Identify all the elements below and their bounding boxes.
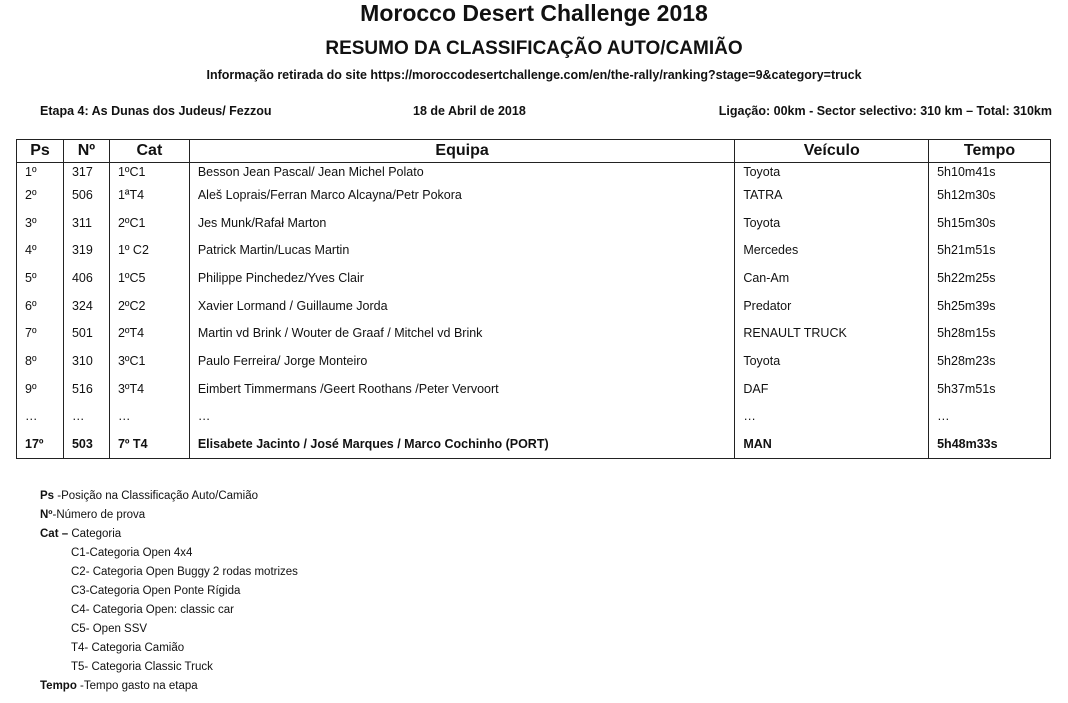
cell-position: 3º — [17, 209, 64, 237]
cell-team: Philippe Pinchedez/Yves Clair — [189, 264, 734, 292]
header-time: Tempo — [929, 140, 1051, 163]
legend-category-t5: T5- Categoria Classic Truck — [71, 661, 213, 673]
page-title: Morocco Desert Challenge 2018 — [360, 0, 708, 26]
cell-team: Aleš Loprais/Ferran Marco Alcayna/Petr Pokora — [189, 181, 734, 209]
header-cat: Cat — [109, 140, 189, 163]
cell-number: 406 — [63, 264, 109, 292]
table-row — [17, 264, 1051, 292]
cell-vehicle: DAF — [735, 375, 929, 403]
header-vehicle: Veículo — [735, 140, 929, 163]
stage-date: 18 de Abril de 2018 — [413, 104, 526, 118]
cell-position: 9º — [17, 375, 64, 403]
cell-number: 324 — [63, 292, 109, 320]
cell-category: 1ªT4 — [109, 181, 189, 209]
cell-time: 5h15m30s — [929, 209, 1051, 237]
legend-category-c4: C4- Categoria Open: classic car — [71, 604, 234, 616]
cell-team: … — [189, 403, 734, 431]
cell-vehicle: RENAULT TRUCK — [735, 319, 929, 347]
cell-time: 5h22m25s — [929, 264, 1051, 292]
cell-vehicle: MAN — [735, 430, 929, 458]
table-row — [17, 403, 1051, 431]
cell-position: 2º — [17, 181, 64, 209]
cell-team: Jes Munk/Rafał Marton — [189, 209, 734, 237]
cell-time: 5h10m41s — [929, 163, 1051, 182]
cell-category: 1ºC5 — [109, 264, 189, 292]
cell-number: 317 — [63, 163, 109, 182]
legend-cat-key: Cat – — [40, 528, 69, 540]
legend-num-desc: -Número de prova — [52, 509, 146, 521]
cell-vehicle: Mercedes — [735, 236, 929, 264]
cell-category: 2ºT4 — [109, 319, 189, 347]
cell-category: 2ºC1 — [109, 209, 189, 237]
cell-vehicle: Toyota — [735, 209, 929, 237]
header-ps: Ps — [17, 140, 64, 163]
cell-time: 5h48m33s — [929, 430, 1051, 458]
header-team: Equipa — [189, 140, 734, 163]
legend — [40, 487, 298, 696]
cell-number: 319 — [63, 236, 109, 264]
cell-team: Besson Jean Pascal/ Jean Michel Polato — [189, 163, 734, 182]
cell-number: 516 — [63, 375, 109, 403]
cell-team: Elisabete Jacinto / José Marques / Marco Cochinho (PORT) — [189, 430, 734, 458]
table-row — [17, 181, 1051, 209]
cell-number: 310 — [63, 347, 109, 375]
cell-position: 7º — [17, 319, 64, 347]
legend-ps-key: Ps — [40, 490, 55, 502]
table-row — [17, 209, 1051, 237]
cell-category: … — [109, 403, 189, 431]
table-header-row — [17, 140, 1051, 163]
table-row — [17, 319, 1051, 347]
table-row — [17, 375, 1051, 403]
table-row — [17, 430, 1051, 458]
cell-category: 3ºT4 — [109, 375, 189, 403]
cell-position: 1º — [17, 163, 64, 182]
legend-num — [40, 506, 298, 525]
cell-position: 8º — [17, 347, 64, 375]
cell-team: Eimbert Timmermans /Geert Roothans /Peter Vervoort — [189, 375, 734, 403]
stage-info-line — [40, 104, 1052, 122]
cell-time: 5h28m23s — [929, 347, 1051, 375]
cell-position: 5º — [17, 264, 64, 292]
stage-name: Etapa 4: As Dunas dos Judeus/ Fezzou — [40, 104, 272, 118]
cell-time: … — [929, 403, 1051, 431]
legend-category-c1: C1-Categoria Open 4x4 — [71, 547, 193, 559]
results-body — [17, 163, 1051, 459]
cell-position: 4º — [17, 236, 64, 264]
cell-vehicle: … — [735, 403, 929, 431]
legend-category-c2: C2- Categoria Open Buggy 2 rodas motrizes — [71, 566, 298, 578]
cell-number: 506 — [63, 181, 109, 209]
cell-position: 17º — [17, 430, 64, 458]
cell-number: 503 — [63, 430, 109, 458]
cell-vehicle: Can-Am — [735, 264, 929, 292]
table-row — [17, 292, 1051, 320]
legend-tempo-desc: -Tempo gasto na etapa — [76, 680, 198, 692]
cell-team: Patrick Martin/Lucas Martin — [189, 236, 734, 264]
cell-team: Paulo Ferreira/ Jorge Monteiro — [189, 347, 734, 375]
cell-category: 1º C2 — [109, 236, 189, 264]
cell-time: 5h37m51s — [929, 375, 1051, 403]
table-row — [17, 347, 1051, 375]
cell-category: 2ºC2 — [109, 292, 189, 320]
legend-ps — [40, 487, 298, 506]
cell-time: 5h21m51s — [929, 236, 1051, 264]
legend-tempo — [40, 677, 298, 696]
legend-category-c3: C3-Categoria Open Ponte Rígida — [71, 585, 241, 597]
cell-category: 1ºC1 — [109, 163, 189, 182]
header-num: Nº — [63, 140, 109, 163]
cell-vehicle: Predator — [735, 292, 929, 320]
cell-time: 5h25m39s — [929, 292, 1051, 320]
legend-cat — [40, 525, 298, 544]
cell-vehicle: TATRA — [735, 181, 929, 209]
cell-time: 5h12m30s — [929, 181, 1051, 209]
source-info: Informação retirada do site https://moroccodesertchallenge.com/en/the-rally/ranking?stage=9&category=truck — [206, 68, 862, 82]
stage-distance: Ligação: 00km - Sector selectivo: 310 km – Total: 310km — [718, 104, 1052, 118]
cell-time: 5h28m15s — [929, 319, 1051, 347]
cell-category: 3ºC1 — [109, 347, 189, 375]
results-table — [16, 139, 1051, 459]
cell-category: 7º T4 — [109, 430, 189, 458]
cell-number: … — [63, 403, 109, 431]
cell-vehicle: Toyota — [735, 163, 929, 182]
cell-team: Martin vd Brink / Wouter de Graaf / Mitchel vd Brink — [189, 319, 734, 347]
cell-number: 501 — [63, 319, 109, 347]
page-subtitle: RESUMO DA CLASSIFICAÇÃO AUTO/CAMIÃO — [325, 38, 743, 59]
legend-category-t4: T4- Categoria Camião — [71, 642, 185, 654]
cell-position: … — [17, 403, 64, 431]
cell-vehicle: Toyota — [735, 347, 929, 375]
cell-number: 311 — [63, 209, 109, 237]
legend-tempo-key: Tempo — [40, 680, 77, 692]
legend-num-key: Nº — [40, 509, 53, 521]
table-row — [17, 236, 1051, 264]
cell-position: 6º — [17, 292, 64, 320]
legend-cat-desc: Categoria — [68, 528, 122, 540]
legend-category-c5: C5- Open SSV — [71, 623, 148, 635]
cell-team: Xavier Lormand / Guillaume Jorda — [189, 292, 734, 320]
table-row — [17, 163, 1051, 182]
legend-ps-desc: -Posição na Classificação Auto/Camião — [54, 490, 258, 502]
